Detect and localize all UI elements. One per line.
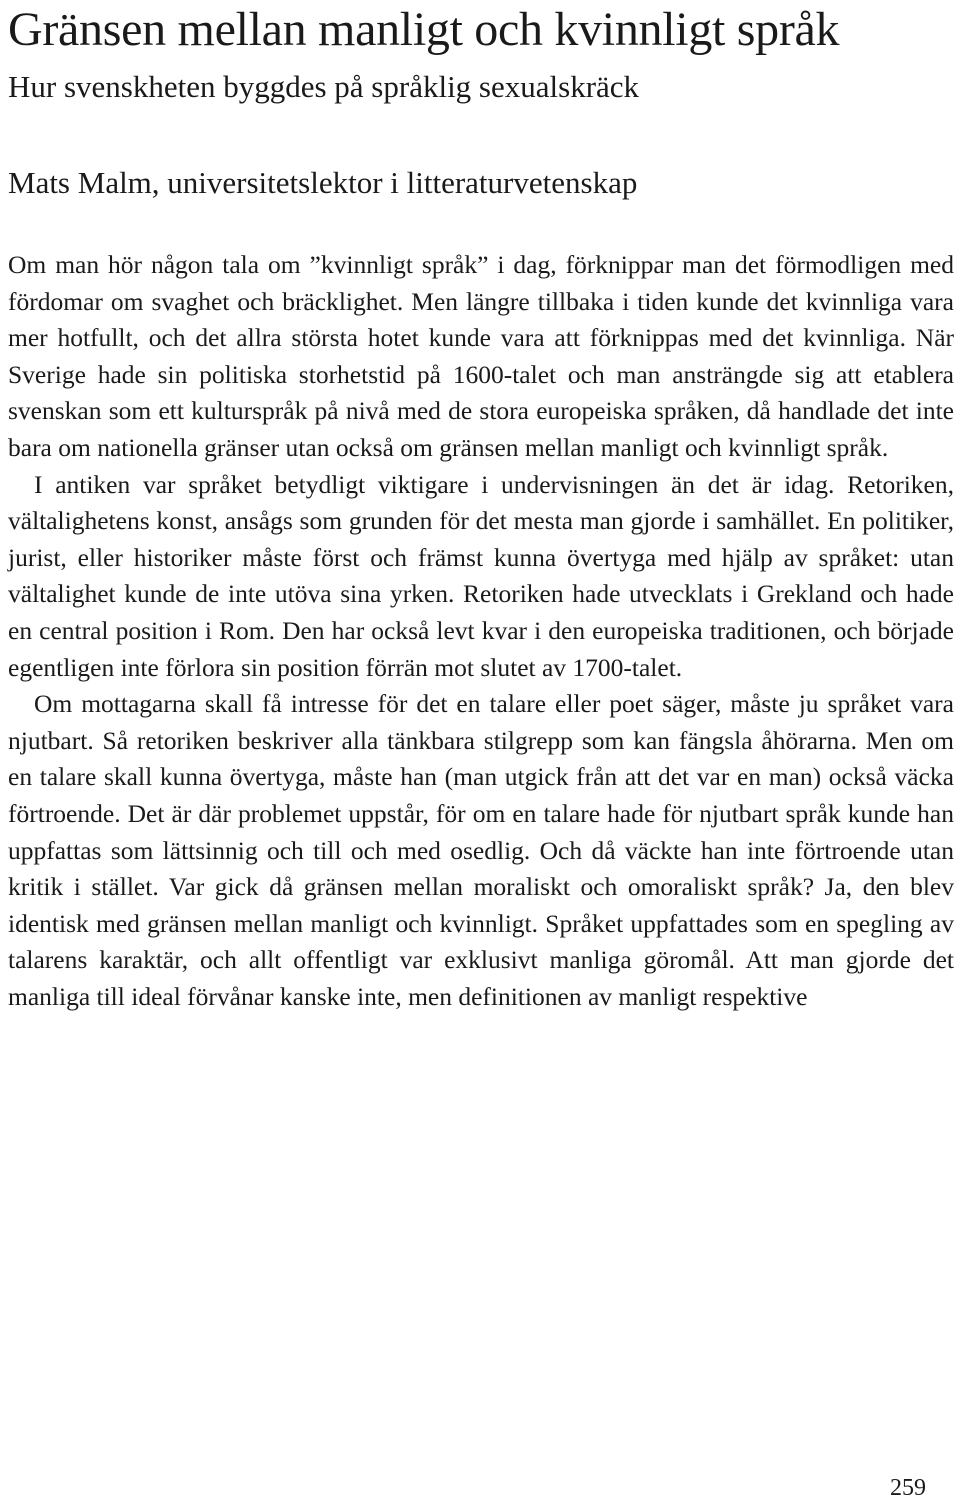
article-subtitle: Hur svenskheten byggdes på språklig sexualskräck — [8, 69, 640, 104]
article-author: Mats Malm, universitetslektor i litteraturvetenskap — [8, 165, 638, 200]
document-page — [8, 0, 954, 1015]
paragraph: Om mottagarna skall få intresse för det en talare eller poet säger, måste ju språket vara njutbart. Så retoriken beskriver alla tänkbara stilgrepp som kan fängsla åhörarna. Men om en talare skall kunna övertyga, måste han (man utgick från att det var en man) också väcka förtroende. Det är där problemet uppstår, för om en talare hade för njutbart språk kunde han uppfattas som lättsinnig och till och med osedlig. Och då väckte han inte förtroende utan kritik i stället. Var gick då gränsen mellan moraliskt och omoraliskt språk? Ja, den blev identisk med gränsen mellan manligt och kvinnligt. Språket uppfattades som en spegling av talarens karaktär, och allt offentligt var exklusivt manliga göromål. Att man gjorde det manliga till ideal förvånar kanske inte, men definitionen av manligt respektive — [8, 689, 954, 1011]
paragraph: Om man hör någon tala om ”kvinnligt språk” i dag, förknippar man det förmodligen med fördomar om svaghet och bräcklighet. Men längre tillbaka i tiden kunde det kvinnliga vara mer hotfullt, och det allra största hotet kunde vara att förknippas med det kvinnliga. När Sverige hade sin politiska storhetstid på 1600-talet och man ansträngde sig att etablera svenskan som ett kulturspråk på nivå med de stora europeiska språken, då handlade det inte bara om nationella gränser utan också om gränsen mellan manligt och kvinnligt språk. — [8, 250, 954, 462]
article-title: Gränsen mellan manligt och kvinnligt språk — [8, 3, 840, 56]
article-body — [8, 247, 954, 1015]
page-number: 259 — [890, 1475, 926, 1501]
paragraph: I antiken var språket betydligt viktigare i undervisningen än det är idag. Retoriken, vältalighetens konst, ansågs som grunden för det mesta man gjorde i samhället. En politiker, jurist, eller historiker måste först och främst kunna övertyga med hjälp av språket: utan vältalighet kunde de inte utöva sina yrken. Retoriken hade utvecklats i Grekland och hade en central position i Rom. Den har också levt kvar i den europeiska traditionen, och började egentligen inte förlora sin position förrän mot slutet av 1700-talet. — [8, 469, 954, 682]
